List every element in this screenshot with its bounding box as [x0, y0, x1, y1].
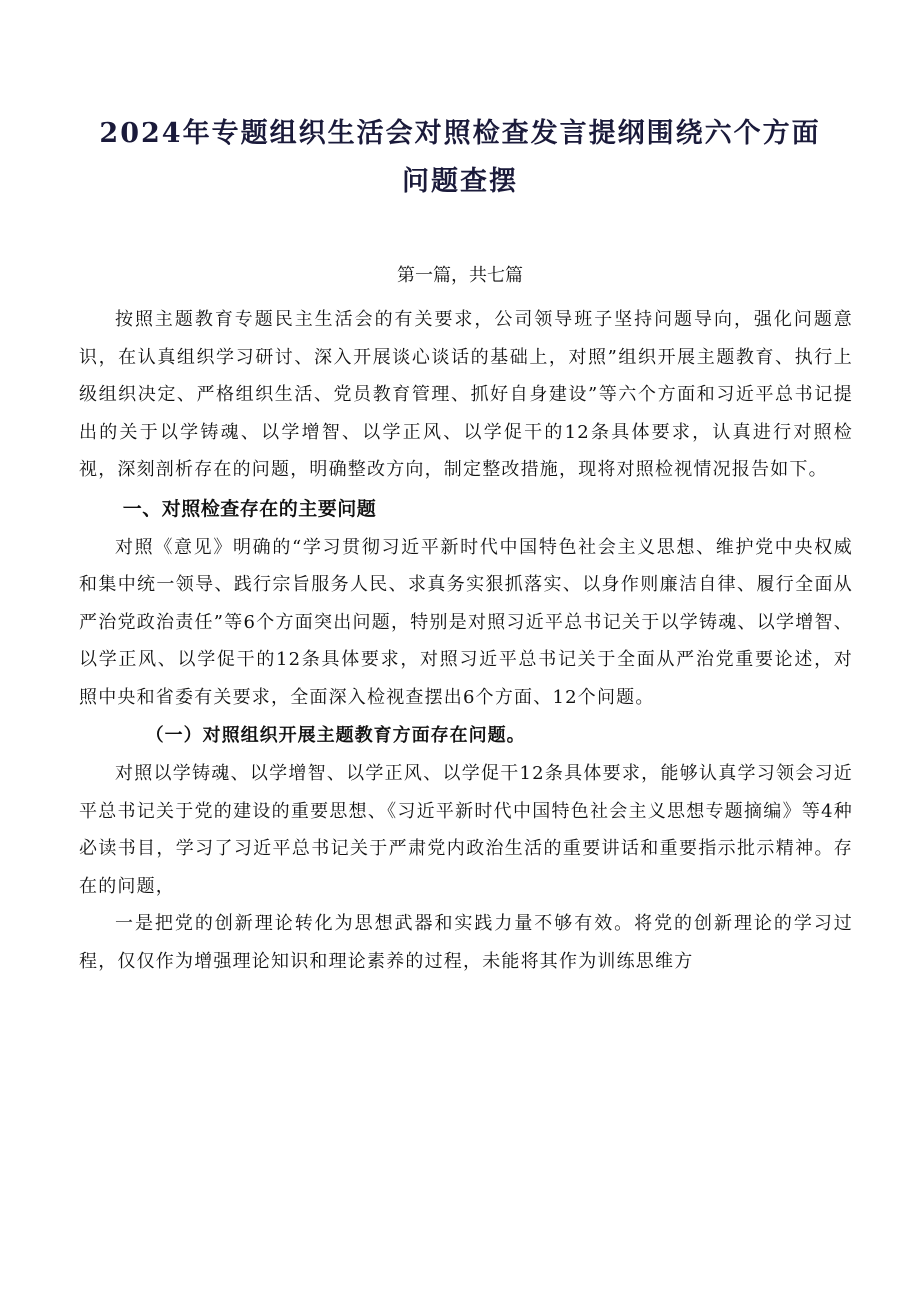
subsection-heading: （一）对照组织开展主题教育方面存在问题。 [145, 725, 526, 746]
paragraph-intro: 按照主题教育专题民主生活会的有关要求，公司领导班子坚持问题导向，强化问题意识，在认真组织学习研讨、深入开展谈心谈话的基础上，对照”组织开展主题教育、执行上级组织决定、严格组织生活、党员教育管理、抓好自身建设”等六个方面和习近平总书记提出的关于以学铸魂、以学增智、以学正风、以学促干的12条具体要求，认真进行对照检视，深刻剖析存在的问题，明确整改方向，制定整改措施，现将对照检视情况报告如下。 [79, 309, 853, 480]
section-heading: 一、对照检查存在的主要问题 [122, 497, 377, 520]
document-title-line-2: 问题查摆 [402, 166, 518, 197]
paragraph-study: 对照以学铸魂、以学增智、以学正风、以学促干12条具体要求，能够认真学习领会习近平总书记关于党的建设的重要思想、《习近平新时代中国特色社会主义思想专题摘编》等4种必读书目，学习了习近平总书记关于严肃党内政治生活的重要讲话和重要指示批示精神。存在的问题， [79, 763, 853, 897]
document-title-line-1: 2024年专题组织生活会对照检查发言提纲围绕六个方面 [99, 118, 821, 149]
document-body [79, 301, 853, 980]
paragraph-overview: 对照《意见》明确的“学习贯彻习近平新时代中国特色社会主义思想、维护党中央权威和集中统一领导、践行宗旨服务人民、求真务实狠抓落实、以身作则廉洁自律、履行全面从严治党政治责任”等6个方面突出问题，特别是对照习近平总书记关于以学铸魂、以学增智、以学正风、以学促干的12条具体要求，对照习近平总书记关于全面从严治党重要论述，对照中央和省委有关要求，全面深入检视查摆出6个方面、12个问题。 [79, 536, 853, 708]
paragraph-problem-1: 一是把党的创新理论转化为思想武器和实践力量不够有效。将党的创新理论的学习过程，仅仅作为增强理论知识和理论素养的过程，未能将其作为训练思维方 [79, 913, 853, 972]
document-subtitle: 第一篇，共七篇 [397, 265, 523, 286]
